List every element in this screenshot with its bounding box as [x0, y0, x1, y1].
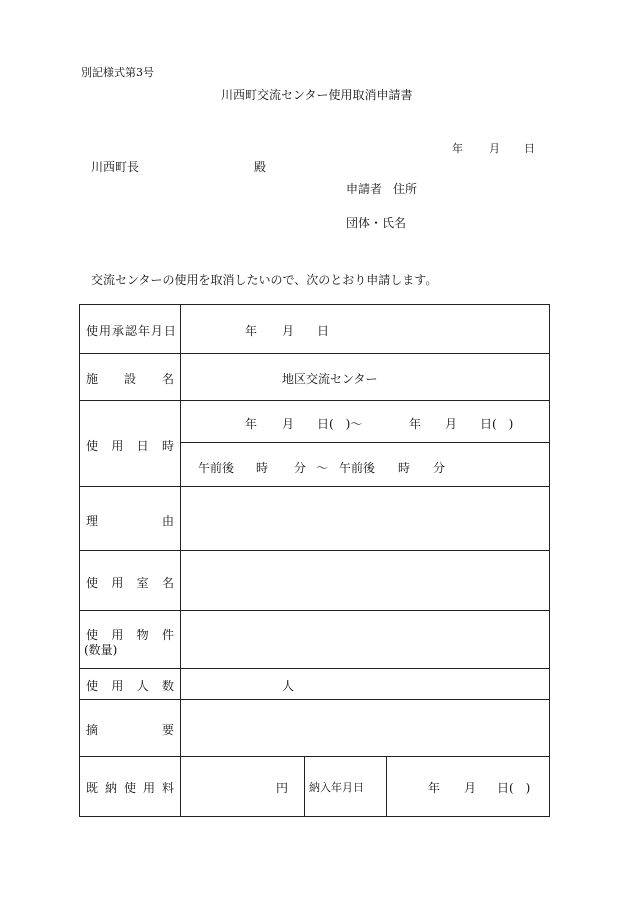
payment-year: 年	[428, 781, 441, 795]
to-year: 年	[409, 417, 422, 431]
label-summary: 摘 要	[86, 723, 174, 737]
label-items: 使 用 物 件	[86, 628, 174, 642]
people-unit: 人	[282, 679, 295, 693]
approval-month: 月	[282, 324, 295, 338]
minute-end: 分	[433, 461, 446, 475]
label-reason: 理 由	[86, 514, 174, 528]
label-people: 使 用 人 数	[86, 679, 174, 693]
ampm-start: 午前後	[198, 461, 235, 475]
date-year: 年	[452, 142, 463, 155]
facility-name: 地区交流センター	[282, 372, 378, 386]
label-room: 使 用 室 名	[86, 576, 174, 590]
minute-start: 分	[294, 461, 307, 475]
hour-start: 時	[256, 461, 269, 475]
hour-end: 時	[398, 461, 411, 475]
label-approval-date: 使 用 承 認 年 月 日	[86, 324, 176, 338]
time-tilde: 〜	[316, 461, 329, 475]
label-items-quantity: (数量)	[84, 643, 118, 657]
label-paid-fee: 既 納 使 用 料	[86, 781, 174, 795]
intro-text: 交流センターの使用を取消したいので、次のとおり申請します。	[91, 273, 438, 287]
ampm-end: 午前後	[339, 461, 376, 475]
applicant-role: 申請者	[346, 182, 383, 196]
from-day: 日( )〜	[317, 417, 363, 431]
payment-day: 日( )	[497, 781, 531, 795]
applicant-group-name-label: 団体・氏名	[346, 216, 407, 230]
approval-year: 年	[245, 324, 258, 338]
recipient-honorific: 殿	[254, 160, 267, 174]
approval-day: 日	[317, 324, 330, 338]
payment-date-label: 納入年月日	[309, 781, 364, 794]
form-number: 別記様式第3号	[81, 66, 154, 79]
from-year: 年	[245, 417, 258, 431]
payment-month: 月	[464, 781, 477, 795]
label-usage-datetime: 使 用 日 時	[86, 439, 174, 453]
date-month: 月	[489, 142, 500, 155]
from-month: 月	[282, 417, 295, 431]
recipient-name: 川西町長	[91, 160, 140, 174]
date-day: 日	[524, 142, 535, 155]
to-day: 日( )	[480, 417, 514, 431]
to-month: 月	[445, 417, 458, 431]
document-title: 川西町交流センター使用取消申請書	[221, 88, 413, 102]
label-facility: 施 設 名	[86, 372, 174, 386]
fee-unit: 円	[276, 781, 289, 795]
applicant-address-label: 住所	[393, 182, 418, 196]
